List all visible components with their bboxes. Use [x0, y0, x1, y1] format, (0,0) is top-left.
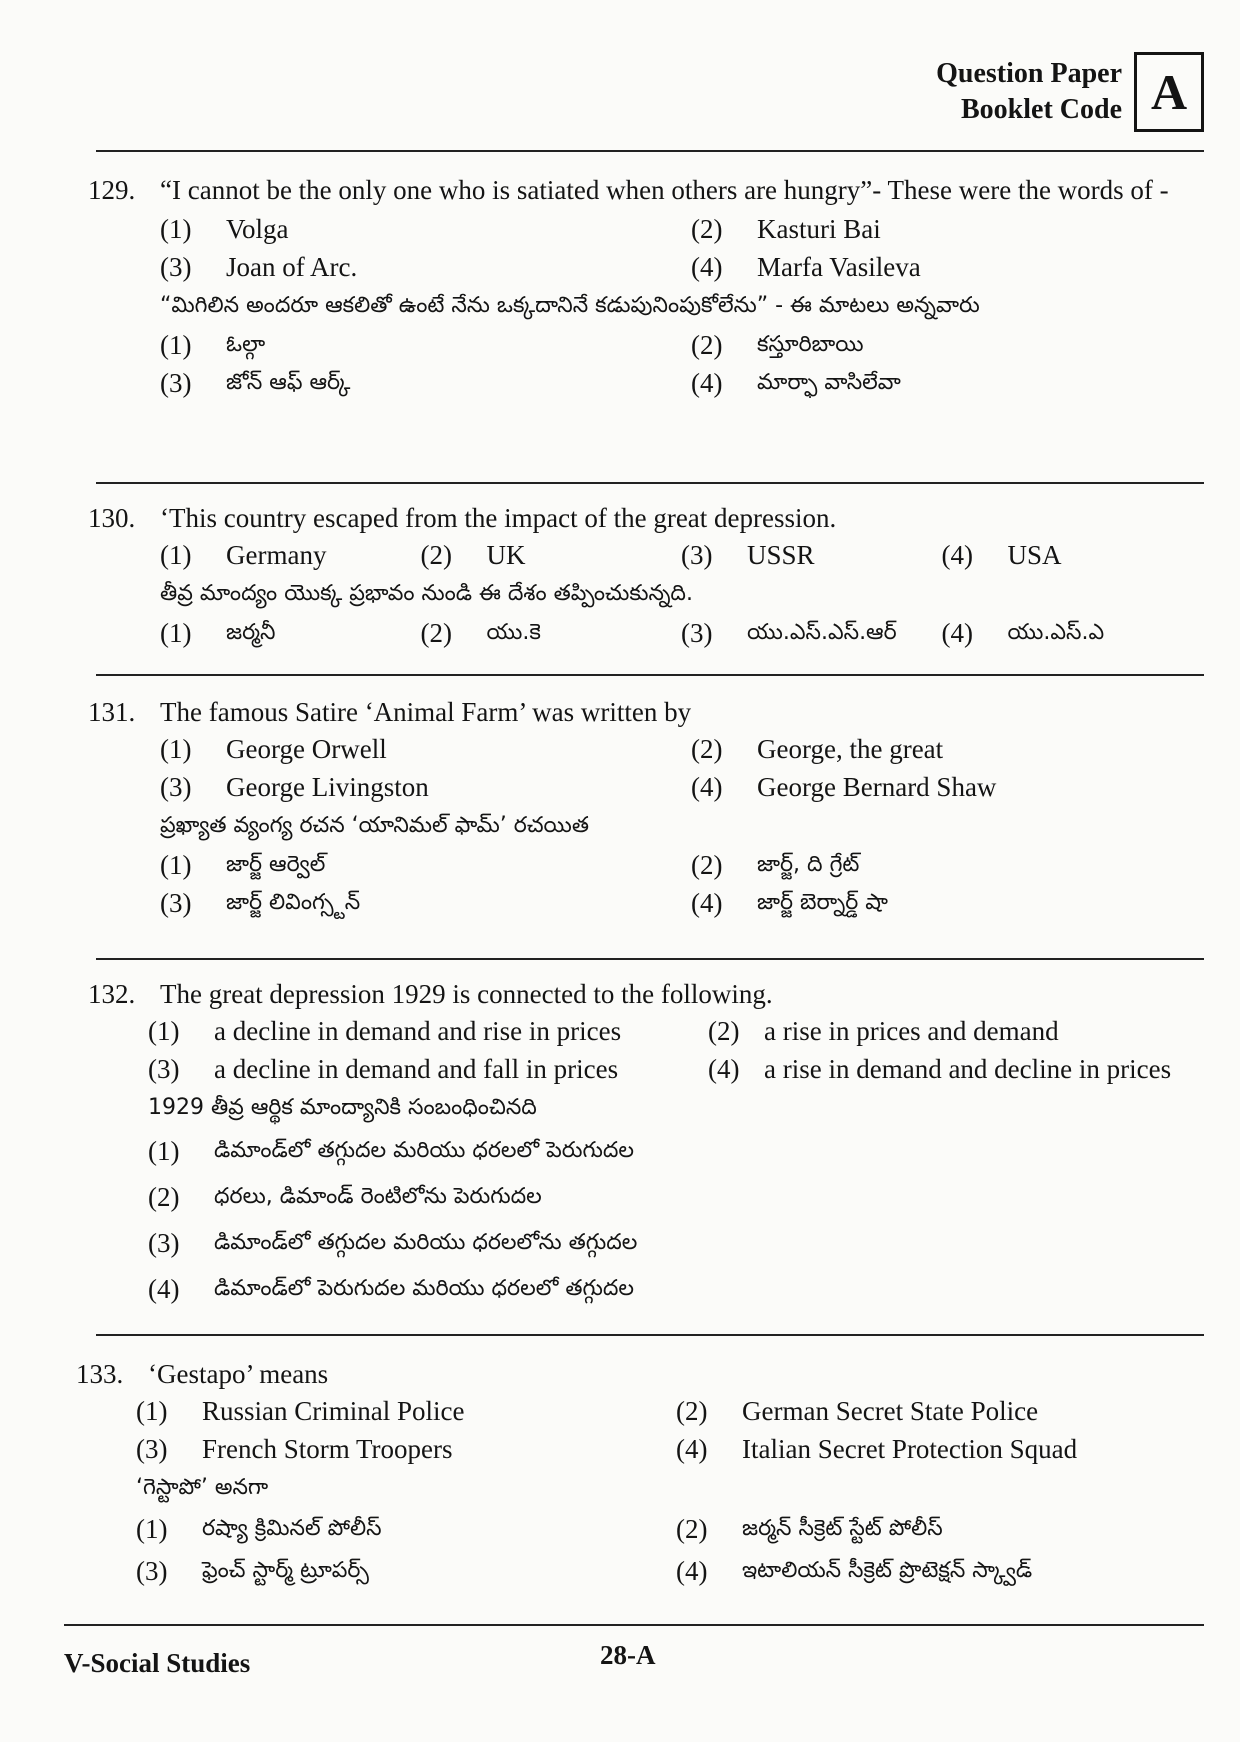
option-4-telugu	[676, 1550, 1202, 1592]
option-text: జార్జ్ లివింగ్స్టన్	[226, 890, 361, 915]
option-number: (3)	[136, 1556, 168, 1586]
footer-subject: V-Social Studies	[64, 1648, 251, 1678]
option-number: (2)	[420, 540, 452, 570]
option-text: UK	[486, 540, 526, 570]
option-4	[708, 1050, 1202, 1088]
option-text: జార్జ్, ది గ్రేట్	[757, 852, 860, 877]
divider	[96, 958, 1204, 960]
option-number: (1)	[148, 1016, 180, 1046]
option-text: a rise in demand and decline in prices	[764, 1054, 1172, 1084]
option-2	[691, 210, 1202, 248]
option-number: (3)	[148, 1228, 180, 1258]
option-text: USA	[1007, 540, 1062, 570]
option-text: యు.కె	[486, 620, 541, 645]
option-number: (3)	[160, 252, 192, 282]
option-number: (1)	[160, 330, 192, 360]
option-number: (2)	[691, 214, 723, 244]
option-text: జర్మనీ	[226, 620, 276, 645]
option-text: డిమాండ్‌లో తగ్గుదల మరియు ధరలలోను తగ్గుదల	[214, 1230, 638, 1255]
question-number: 129.	[88, 175, 136, 205]
option-number: (1)	[136, 1396, 168, 1426]
option-number: (1)	[160, 214, 192, 244]
option-4-telugu	[691, 364, 1202, 402]
option-text: యు.ఎస్.ఎ	[1007, 620, 1105, 645]
option-number: (4)	[691, 888, 723, 918]
question-text: ‘This country escaped from the impact of the great depression.	[160, 503, 837, 533]
question-text-telugu: తీవ్ర మాంద్యం యొక్క ప్రభావం నుండి ఈ దేశం తప్పించుకున్నది.	[160, 581, 693, 606]
option-number: (3)	[148, 1054, 180, 1084]
option-text: మార్ఫా వాసిలేవా	[757, 370, 901, 395]
divider	[64, 1624, 1204, 1626]
option-number: (4)	[676, 1434, 708, 1464]
option-text: a rise in prices and demand	[764, 1016, 1059, 1046]
option-1-telugu	[148, 1128, 1202, 1174]
option-number: (3)	[681, 618, 713, 648]
option-1	[160, 210, 671, 248]
option-number: (1)	[148, 1136, 180, 1166]
divider	[96, 1334, 1204, 1336]
option-3-telugu	[681, 614, 942, 652]
option-text: జోన్ ఆఫ్ ఆర్క్	[226, 370, 351, 395]
option-text: German Secret State Police	[742, 1396, 1039, 1426]
booklet-code-box: A	[1134, 52, 1204, 132]
option-text: Kasturi Bai	[757, 214, 881, 244]
option-text: Marfa Vasileva	[757, 252, 921, 282]
option-text: డిమాండ్‌లో తగ్గుదల మరియు ధరలలో పెరుగుదల	[214, 1138, 635, 1163]
question-text: “I cannot be the only one who is satiated when others are hungry”- These were the words of -	[160, 175, 1169, 205]
option-2	[421, 536, 682, 574]
option-number: (1)	[160, 540, 192, 570]
booklet-code-label-line2: Booklet Code	[961, 94, 1122, 125]
option-3	[160, 768, 671, 806]
option-number: (4)	[691, 772, 723, 802]
option-number: (2)	[691, 734, 723, 764]
option-number: (4)	[691, 252, 723, 282]
option-3	[681, 536, 942, 574]
booklet-code-label	[936, 56, 1122, 128]
option-text: ధరలు, డిమాండ్ రెంటిలోను పెరుగుదల	[214, 1184, 542, 1209]
option-number: (3)	[160, 888, 192, 918]
option-1-telugu	[160, 846, 671, 884]
question-133	[76, 1356, 1202, 1592]
divider	[96, 482, 1204, 484]
question-number: 131.	[88, 697, 136, 727]
option-2-telugu	[676, 1508, 1202, 1550]
option-text: జర్మన్ సీక్రెట్ స్టేట్ పోలీస్	[742, 1516, 943, 1541]
option-2	[676, 1392, 1202, 1430]
question-131	[88, 694, 1202, 922]
option-text: French Storm Troopers	[202, 1434, 453, 1464]
option-text: డిమాండ్‌లో పెరుగుదల మరియు ధరలలో తగ్గుదల	[214, 1276, 635, 1301]
question-129	[88, 172, 1202, 402]
option-number: (3)	[160, 772, 192, 802]
option-2-telugu	[421, 614, 682, 652]
booklet-code-label-line1: Question Paper	[936, 58, 1122, 89]
option-number: (1)	[160, 734, 192, 764]
option-number: (2)	[676, 1396, 708, 1426]
option-3-telugu	[148, 1220, 1202, 1266]
option-1-telugu	[136, 1508, 676, 1550]
option-1-telugu	[160, 326, 671, 364]
option-number: (4)	[148, 1274, 180, 1304]
option-text: కస్తూరిబాయి	[757, 332, 864, 357]
option-text: జార్జ్ బెర్నార్డ్ షా	[757, 890, 888, 915]
option-text: Joan of Arc.	[226, 252, 358, 282]
option-4	[691, 248, 1202, 286]
option-text: George, the great	[757, 734, 944, 764]
question-text-telugu: ‘గెస్టాపో’ అనగా	[136, 1475, 269, 1500]
option-text: ఇటాలియన్ సీక్రెట్ ప్రొటెక్షన్ స్క్వాడ్	[742, 1558, 1033, 1583]
option-number: (1)	[160, 850, 192, 880]
question-text: The great depression 1929 is connected to the following.	[160, 979, 773, 1009]
option-3-telugu	[160, 884, 671, 922]
option-number: (4)	[941, 540, 973, 570]
divider	[96, 674, 1204, 676]
option-text: ఫ్రెంచ్ స్టార్మ్ ట్రూపర్స్	[202, 1558, 369, 1583]
option-2	[708, 1012, 1202, 1050]
option-number: (4)	[941, 618, 973, 648]
question-text: ‘Gestapo’ means	[148, 1359, 329, 1389]
option-1	[160, 536, 421, 574]
option-4-telugu	[691, 884, 1202, 922]
option-3	[160, 248, 671, 286]
option-4	[942, 536, 1203, 574]
option-text: Germany	[226, 540, 327, 570]
option-4	[691, 768, 1202, 806]
option-number: (2)	[420, 618, 452, 648]
option-3-telugu	[136, 1550, 676, 1592]
question-132	[88, 976, 1202, 1312]
option-text: Volga	[226, 214, 289, 244]
option-number: (4)	[708, 1054, 740, 1084]
option-2-telugu	[148, 1174, 1202, 1220]
question-text-telugu: “మిగిలిన అందరూ ఆకలితో ఉంటే నేను ఒక్కదానినే కడుపునింపుకోలేను” - ఈ మాటలు అన్నవారు	[160, 293, 980, 318]
option-text: Russian Criminal Police	[202, 1396, 465, 1426]
option-text: రష్యా క్రిమినల్ పోలీస్	[202, 1516, 382, 1541]
option-number: (2)	[676, 1514, 708, 1544]
question-number: 133.	[76, 1359, 124, 1389]
question-text-telugu: 1929 తీవ్ర ఆర్థిక మాంద్యానికి సంబంధించినది	[148, 1095, 537, 1120]
option-number: (4)	[691, 368, 723, 398]
option-3	[136, 1430, 676, 1468]
option-text: a decline in demand and rise in prices	[214, 1016, 622, 1046]
option-text: George Orwell	[226, 734, 387, 764]
option-4	[676, 1430, 1202, 1468]
option-2	[691, 730, 1202, 768]
divider	[96, 150, 1204, 152]
option-1-telugu	[160, 614, 421, 652]
option-text: George Livingston	[226, 772, 429, 802]
option-1	[148, 1012, 708, 1050]
option-number: (1)	[136, 1514, 168, 1544]
option-4-telugu	[942, 614, 1203, 652]
option-text: USSR	[747, 540, 815, 570]
option-number: (2)	[708, 1016, 740, 1046]
question-text-telugu: ప్రఖ్యాత వ్యంగ్య రచన ‘యానిమల్ ఫామ్’ రచయిత	[160, 813, 589, 838]
option-3	[148, 1050, 708, 1088]
option-4-telugu	[148, 1266, 1202, 1312]
option-2-telugu	[691, 326, 1202, 364]
option-number: (1)	[160, 618, 192, 648]
option-text: George Bernard Shaw	[757, 772, 997, 802]
option-3-telugu	[160, 364, 671, 402]
option-number: (3)	[136, 1434, 168, 1464]
option-1	[136, 1392, 676, 1430]
question-text: The famous Satire ‘Animal Farm’ was written by	[160, 697, 692, 727]
option-text: a decline in demand and fall in prices	[214, 1054, 619, 1084]
booklet-code-header	[936, 52, 1204, 132]
option-text: యు.ఎస్.ఎస్.ఆర్	[747, 620, 897, 645]
option-number: (2)	[148, 1182, 180, 1212]
option-number: (2)	[691, 850, 723, 880]
option-number: (3)	[160, 368, 192, 398]
option-number: (4)	[676, 1556, 708, 1586]
option-1	[160, 730, 671, 768]
question-number: 130.	[88, 503, 136, 533]
option-2-telugu	[691, 846, 1202, 884]
option-number: (2)	[691, 330, 723, 360]
question-130	[88, 500, 1202, 652]
option-text: Italian Secret Protection Squad	[742, 1434, 1078, 1464]
option-text: ఓల్గా	[226, 332, 266, 357]
footer-page-number: 28-A	[600, 1640, 656, 1670]
option-text: జార్జ్ ఆర్వెల్	[226, 852, 326, 877]
question-number: 132.	[88, 979, 136, 1009]
option-number: (3)	[681, 540, 713, 570]
